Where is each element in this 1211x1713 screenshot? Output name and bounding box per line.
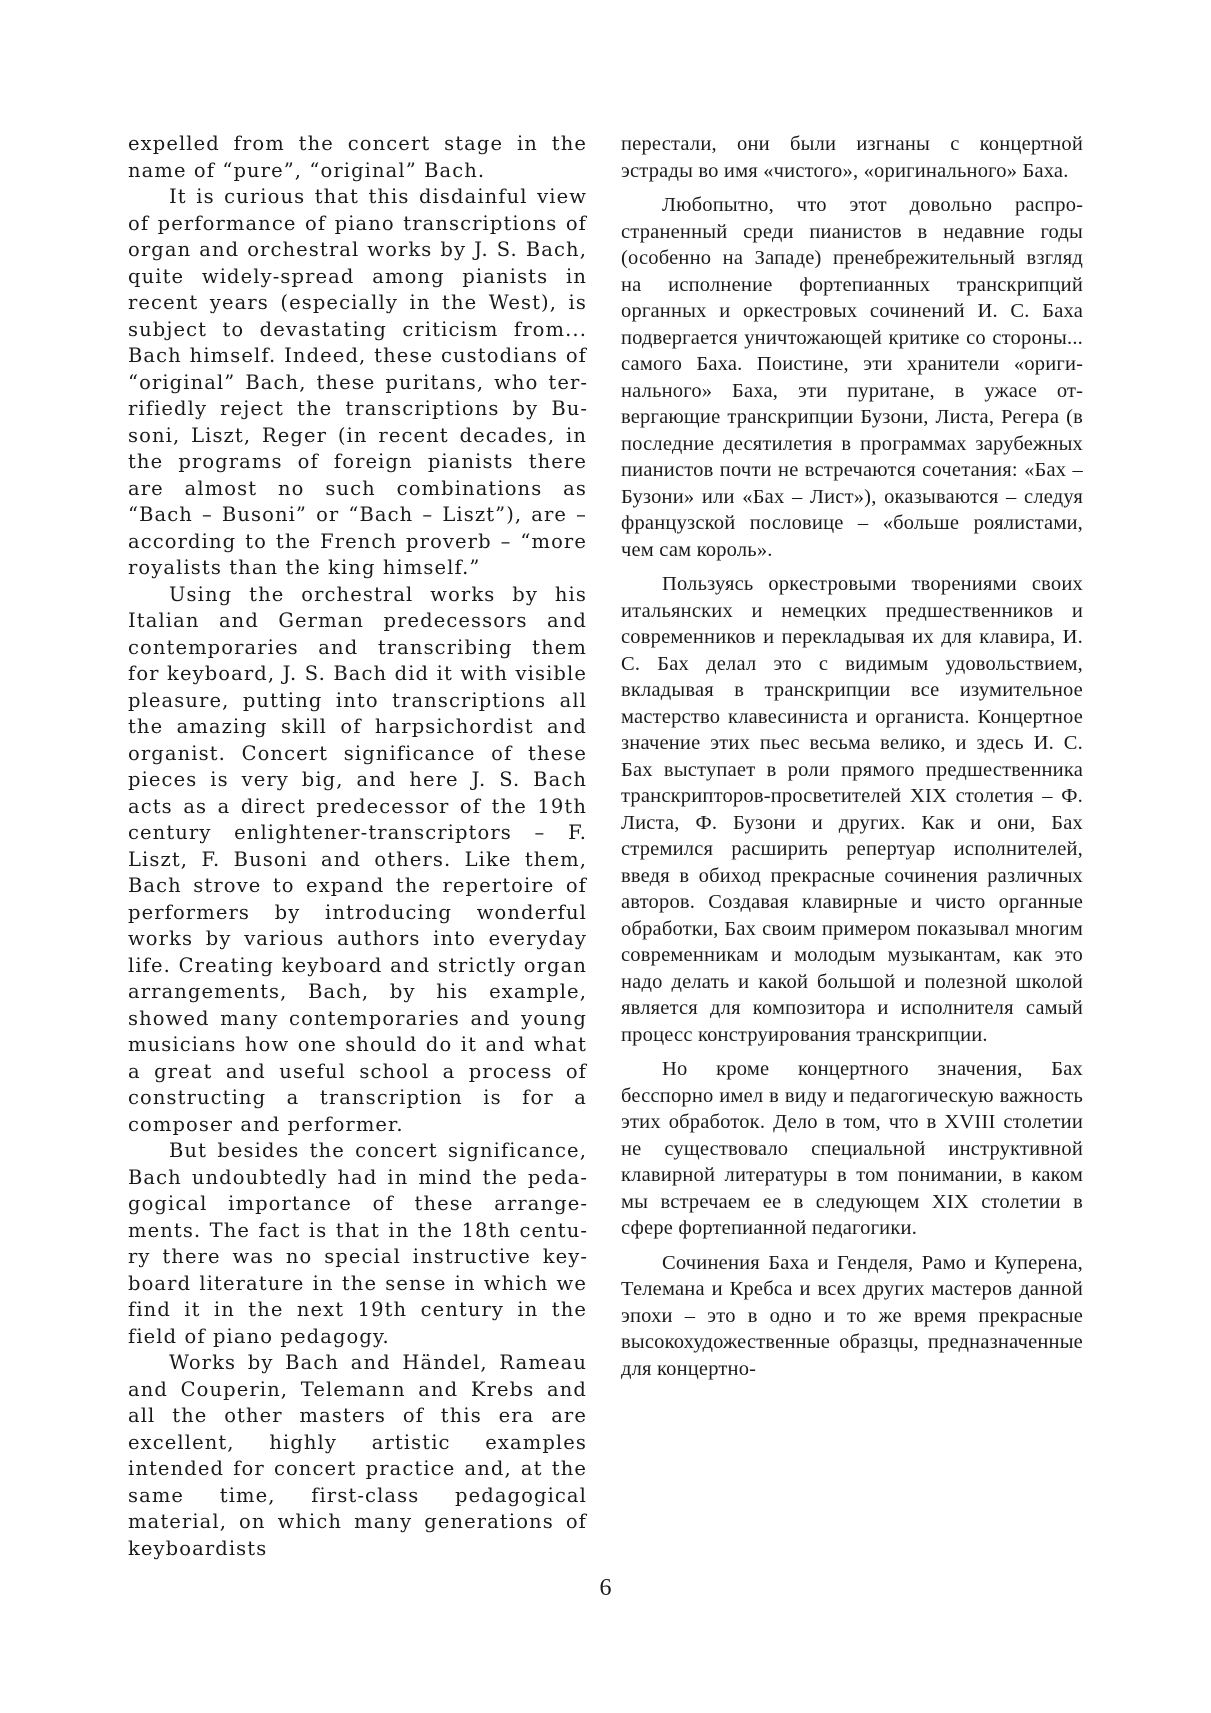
russian-column bbox=[621, 131, 1083, 1390]
english-column bbox=[128, 131, 587, 1562]
russian-paragraph: Любопытно, что этот довольно распространенный среди пианистов в недавние годы (особенно на Западе) пренебрежительный взгляд на исполнение фортепианных транскрипций органных и оркестровых сочинений И. С. Баха подвергается уничтожающей критике со стороны... самого Баха. Поистине, эти хранители «оригинального» Баха, эти пуритане, в ужасе отвергающие транскрипции Бузони, Листа, Регера (в последние десятилетия в программах зарубежных пианистов почти не встречаются сочетания: «Бах – Бузони» или «Бах – Лист»), оказываются – следуя французской пословице – «больше роялистами, чем сам король». bbox=[621, 194, 1083, 561]
russian-paragraph: Сочинения Баха и Генделя, Рамо и Куперена, Телемана и Кребса и всех других мастеров данной эпохи – это в одно и то же время прекрасные высокохудожественные образцы, предназначенные для концертно- bbox=[621, 1251, 1083, 1380]
russian-paragraph: перестали, они были изгнаны с концертной эстрады во имя «чистого», «оригинального» Баха. bbox=[621, 133, 1083, 182]
russian-paragraph: Пользуясь оркестровыми творениями своих итальянских и немецких предшественников и современников и перекладывая их для клавира, И. С. Бах делал это с видимым удовольствием, вкладывая в транскрипции все изумительное мастерство клавесиниста и органиста. Концертное значение этих пьес весьма велико, и здесь И. С. Бах выступает в роли прямого предшественника транскрипторов-просветителей XIX столетия – Ф. Листа, Ф. Бузони и других. Как и они, Бах стремился расширить репертуар исполнителей, введя в обиход прекрасные сочинения различных авторов. Создавая клавирные и чисто органные обработки, Бах своим примером показывал многим современникам и молодым музыкантам, как это надо делать и какой большой и полезной школой является для композитора и исполнителя самый процесс конструирования транскрипции. bbox=[621, 573, 1083, 1046]
english-paragraph: Works by Bach and Händel, Rameau and Couperin, Telemann and Krebs and all the other masters of this era are excellent, highly artistic examples intended for concert practice and, at the same time, first-class pedagogical material, on which many generations of keyboardists bbox=[128, 1351, 587, 1560]
english-paragraph: expelled from the concert stage in the name of “pure”, “original” Bach. bbox=[128, 132, 587, 182]
english-paragraph: It is curious that this disdainful view of performance of piano transcriptions of organ and orchestral works by J. S. Bach, quite widely-spread among pianists in recent years (especially in the West), is subject to devastating criticism from... Bach himself. Indeed, these custodians of “original” Bach, these puritans, who terrifiedly reject the transcriptions by Busoni, Liszt, Reger (in recent decades, in the programs of foreign pianists there are almost no such combinations as “Bach – Busoni” or “Bach – Liszt”), are – according to the French proverb – “more royalists than the king himself.” bbox=[128, 185, 587, 579]
russian-paragraph: Но кроме концертного значения, Бах бесспорно имел в виду и педагогическую важность этих обработок. Дело в том, что в XVIII столетии не существовало специальной инструктивной клавирной литературы в том понимании, в каком мы встречаем ее в следующем XIX столетии в сфере фортепианной педагогики. bbox=[621, 1058, 1083, 1239]
english-paragraph: But besides the concert significance, Bach undoubtedly had in mind the pedagogical importance of these arrangements. The fact is that in the 18th century there was no special instructive keyboard literature in the sense in which we find it in the next 19th century in the field of piano pedagogy. bbox=[128, 1139, 587, 1348]
english-paragraph: Using the orchestral works by his Italian and German predecessors and contemporaries and transcribing them for keyboard, J. S. Bach did it with visible pleasure, putting into transcriptions all the amazing skill of harpsichordist and organist. Concert significance of these pieces is very big, and here J. S. Bach acts as a direct predecessor of the 19th century enlightener-transcriptors – F. Liszt, F. Busoni and others. Like them, Bach strove to expand the repertoire of performers by introducing wonderful works by various authors into everyday life. Creating keyboard and strictly organ arrangements, Bach, by his example, showed many contemporaries and young musicians how one should do it and what a great and useful school a process of constructing a transcription is for a composer and performer. bbox=[128, 582, 587, 1136]
page-number: 6 bbox=[599, 1575, 612, 1601]
